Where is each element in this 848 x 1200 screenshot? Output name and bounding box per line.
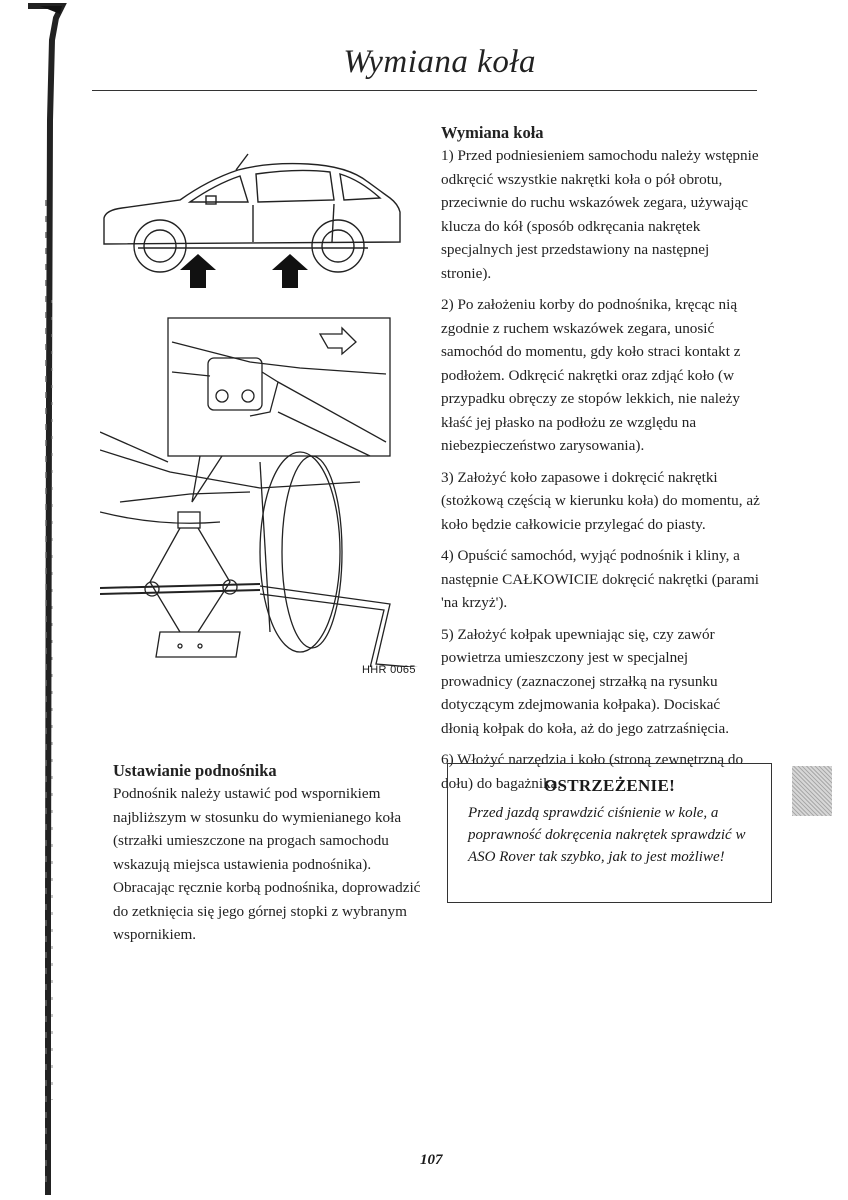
page-binding-edge bbox=[0, 0, 70, 1200]
right-text-section bbox=[441, 122, 761, 803]
page-title: Wymiana koła bbox=[343, 44, 536, 80]
step-paragraph: 6) Włożyć narzędzia i koło (stroną zewnętrzną do dołu) do bagażnika. bbox=[441, 751, 744, 792]
page-number: 107 bbox=[420, 1152, 443, 1168]
step-paragraph: 4) Opuścić samochód, wyjąć podnośnik i kliny, a następnie CAŁKOWICIE dokręcić nakrętki (parami 'na krzyż'). bbox=[441, 547, 759, 611]
figure-caption: HHR 0065 bbox=[362, 664, 416, 676]
step-paragraph: 1) Przed podniesieniem samochodu należy wstępnie odkręcić wszystkie nakrętki koła o pół obrotu, przeciwnie do ruchu wskazówek zegara, używając klucza do kół (sposób odkręcania nakrętek specjalnych jest przedstawiony na następnej stronie). bbox=[441, 147, 759, 282]
section-thumb-tab bbox=[792, 766, 832, 816]
step-paragraph: 2) Po założeniu korby do podnośnika, kręcąc nią zgodnie z ruchem wskazówek zegara, unosić samochód do momentu, gdy koło straci kontakt z podłożem. Odkręcić nakrętki oraz zdjąć koło (w przypadku obręczy ze stopów lekkich, nie należy kłaść jej płasko na podłożu ze względu na niebezpieczeństwo zarysowania). bbox=[441, 296, 741, 454]
left-text-section bbox=[113, 760, 423, 947]
car-jacking-points-illustration bbox=[98, 150, 408, 295]
jack-placement-illustration bbox=[100, 312, 430, 667]
step-paragraph: 3) Założyć koło zapasowe i dokręcić nakrętki (stożkową częścią w kierunku koła) do momentu, aż koło będzie całkowicie przylegać do piasty. bbox=[441, 468, 760, 533]
section-heading: Wymiana koła bbox=[441, 123, 544, 142]
warning-text: Przed jazdą sprawdzić ciśnienie w kole, a poprawność dokręcenia nakrętek sprawdzić w ASO Rover tak szybko, jak to jest możliwe! bbox=[468, 805, 746, 865]
warning-title: OSTRZEŻENIE! bbox=[543, 776, 676, 795]
step-paragraph: 5) Założyć kołpak upewniając się, czy zawór powietrza umieszczony jest w specjalnej prowadnicy (zaznaczonej strzałką na rysunku dotyczącym zdejmowania kołpaka). Dociskać dłonią kołpak do koła, aż do jego zatrzaśnięcia. bbox=[441, 625, 730, 737]
section-body: Podnośnik należy ustawić pod wspornikiem najbliższym w stosunku do wymienianego koła (strzałki umieszczone na progach samochodu wskazują miejsca ustawienia podnośnika). Obracając ręcznie korbą podnośnika, doprowadzić do zetknięcia się jego górnej stopki z wybranym wspornikiem. bbox=[113, 785, 421, 943]
section-heading: Ustawianie podnośnika bbox=[113, 761, 277, 780]
warning-box bbox=[447, 763, 772, 903]
header-divider bbox=[92, 90, 757, 91]
